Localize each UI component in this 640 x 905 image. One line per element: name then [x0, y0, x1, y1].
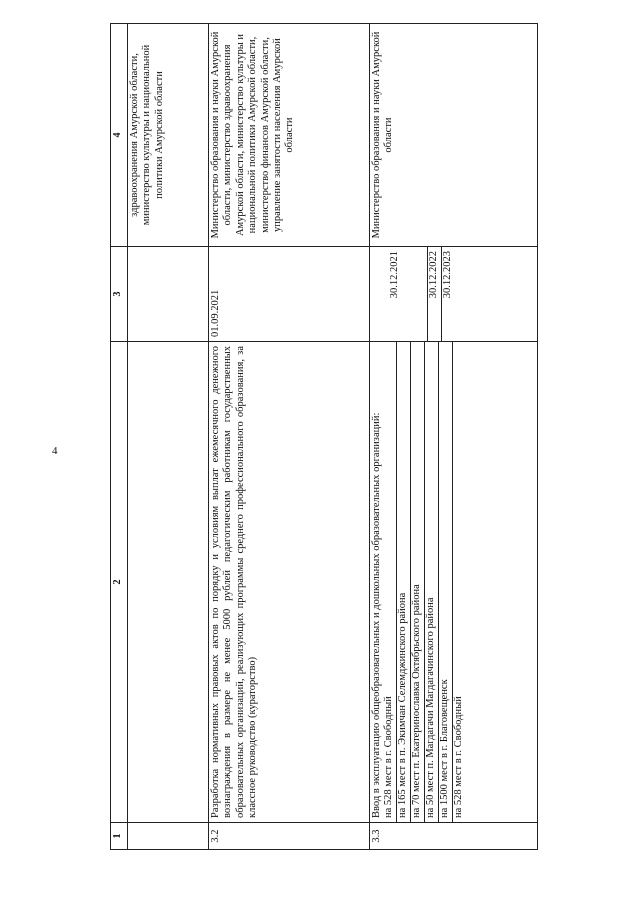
- task-intro: Ввод в эксплуатацию общеобразовательных и дошкольных образовательных организаций:: [371, 412, 382, 818]
- date-list: [371, 247, 455, 341]
- cell-task: [370, 342, 538, 823]
- header-row: [111, 24, 128, 850]
- date-extra: 30.12.2022: [427, 247, 441, 341]
- list-item: на 528 мест в г. Свободный: [452, 342, 466, 822]
- cell-date: [128, 247, 209, 342]
- list-item: на 528 мест в г. Свободный: [383, 696, 395, 818]
- date-main: 30.12.2021: [389, 251, 400, 299]
- list-item: на 165 мест в п. Экимчан Селемджинского района: [396, 342, 410, 822]
- list-item: на 70 мест п. Екатеринославка Октябрьского района: [410, 342, 424, 822]
- date-extra: 30.12.2023: [441, 247, 455, 341]
- cell-date: [370, 247, 538, 342]
- header-col-4: 4: [111, 24, 128, 247]
- document-table-rotated: [110, 31, 538, 850]
- cell-num: [128, 823, 209, 850]
- table-row-3-2: [209, 24, 370, 850]
- table-row-3-3: [370, 24, 538, 850]
- page-number: 4: [52, 445, 58, 457]
- table-row-continuation: [128, 24, 209, 850]
- cell-date: 01.09.2021: [209, 247, 370, 342]
- cell-num: 3.2: [209, 823, 370, 850]
- cell-task: [128, 342, 209, 823]
- list-item: на 1500 мест в г. Благовещенск: [438, 342, 452, 822]
- list-item: на 50 мест п. Магдагачи Магдагачинского района: [424, 342, 438, 822]
- header-col-3: 3: [111, 247, 128, 342]
- header-col-1: 1: [111, 823, 128, 850]
- action-plan-table: [110, 23, 538, 850]
- cell-responsible: Министерство образования и науки Амурской области: [370, 24, 538, 247]
- cell-task: Разработка нормативных правовых актов по порядку и условиям выплат ежемесячного денежного вознаграждения в размере не менее 5000 рублей педагогическим работникам государственных образовательных организаций, реализующих программы среднего профессионального образования, за классное руководство (кураторство): [209, 342, 370, 823]
- cell-num: 3.3: [370, 823, 538, 850]
- cell-responsible: Министерство образования и науки Амурской области, министерство здравоохранения Амурской области, министерство культуры и национальной политики Амурской области, министерство финансов Амурской области, управление занятости населения Амурской области: [209, 24, 370, 247]
- facility-list: [383, 342, 466, 822]
- header-col-2: 2: [111, 342, 128, 823]
- cell-responsible: здравоохранения Амурской области, министерство культуры и национальной политики Амурской области: [128, 24, 209, 247]
